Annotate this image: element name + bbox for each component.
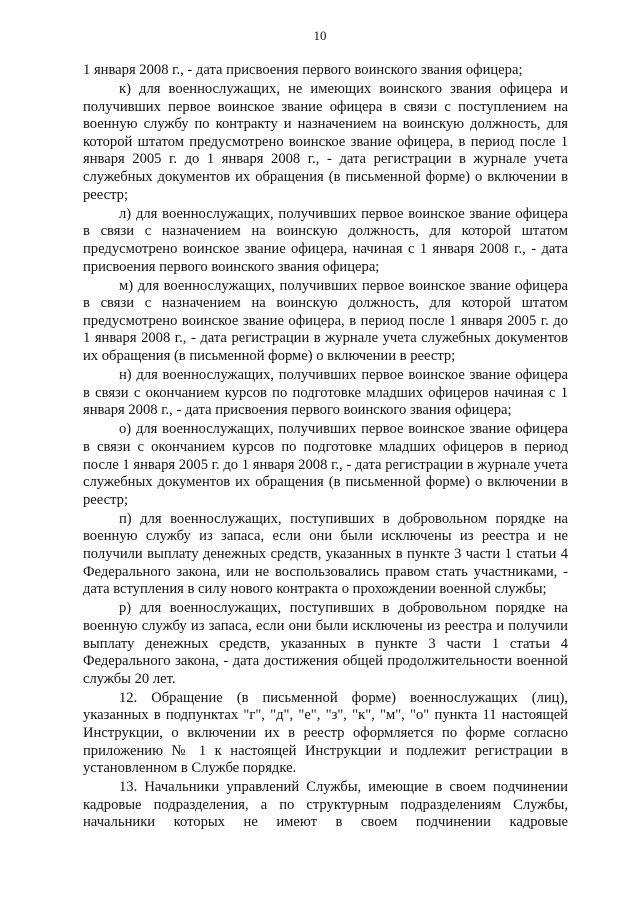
page-number: 10 (313, 28, 327, 43)
paragraph-item-l: л) для военнослужащих, получивших первое воинское звание офицера в связи с назначением на воинскую должность, для которой штатом предусмотрено воинское звание офицера, начиная с 1 января 2008 г., - дата присвоения первого воинского звания офицера; (83, 205, 568, 275)
paragraph-item-o: о) для военнослужащих, получивших первое воинское звание офицера в связи с окончанием курсов по подготовке младших офицеров в период после 1 января 2005 г. до 1 января 2008 г., - дата регистрации в журнале учета служебных документов их обращения (в письменной форме) о включении в реестр; (83, 421, 568, 508)
paragraph-item-m: м) для военнослужащих, получивших первое воинское звание офицера в связи с назначением на воинскую должность, для которой штатом предусмотрено воинское звание офицера, в период после 1 января 2005 г. до 1 января 2008 г., - дата регистрации в журнале учета служебных документов их обращения (в письменной форме) о включении в реестр; (83, 277, 568, 364)
paragraph-continuation: 1 января 2008 г., - дата присвоения первого воинского звания офицера; (83, 62, 523, 78)
paragraph-item-k: к) для военнослужащих, не имеющих воинского звания офицера и получивших первое воинское звание офицера в связи с поступлением на военную службу по контракту и назначением на воинскую должность, для которой штатом предусмотрено воинское звание офицера, в период после 1 января 2005 г. до 1 января 2008 г., - дата регистрации в журнале учета служебных документов их обращения (в письменной форме) о включении в реестр; (83, 81, 568, 203)
paragraph-12: 12. Обращение (в письменной форме) военнослужащих (лиц), указанных в подпунктах "г", "д", "е", "з", "к", "м", "о" пункта 11 настоящей Инструкции, о включении их в реестр оформляется по форме согласно приложению № 1 к настоящей Инструкции и подлежит регистрации в установленном в Службе порядке. (83, 689, 568, 777)
paragraph-item-r: р) для военнослужащих, поступивших в добровольном порядке на военную службу из запаса, если они были исключены из реестра и получили выплату денежных средств, указанных в пункте 3 части 1 статьи 4 Федерального закона, - дата достижения общей продолжительности военной службы 20 лет. (83, 600, 568, 687)
document-body (83, 62, 568, 834)
paragraph-13: 13. Начальники управлений Службы, имеющие в своем подчинении кадровые подразделения, а по структурным подразделениям Службы, начальники которых не имеют в своем подчинении кадровые (83, 779, 568, 831)
paragraph-item-n: н) для военнослужащих, получивших первое воинское звание офицера в связи с окончанием курсов по подготовке младших офицеров начиная с 1 января 2008 г., - дата присвоения первого воинского звания офицера; (83, 367, 568, 419)
paragraph-item-p: п) для военнослужащих, поступивших в добровольном порядке на военную службу из запаса, если они были исключены из реестра и не получили выплату денежных средств, указанных в пункте 3 части 1 статьи 4 Федерального закона, или не воспользовались правом стать участниками, - дата вступления в силу нового контракта о прохождении военной службы; (83, 510, 568, 598)
